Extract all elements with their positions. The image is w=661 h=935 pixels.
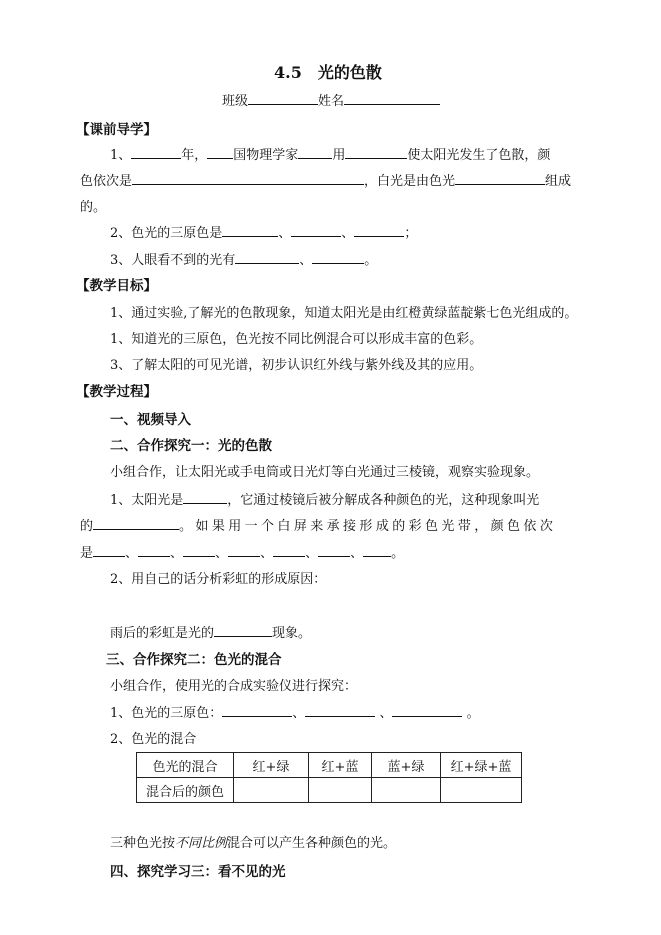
preview-q3 xyxy=(110,249,377,268)
goals-heading: 【教学目标】 xyxy=(76,278,157,294)
phenomenon-blank[interactable] xyxy=(93,516,179,530)
s3q1-end: 。 xyxy=(466,706,480,721)
goal-item-3: 3、了解太阳的可见光谱，初步认识红外线与紫外线及其的应用。 xyxy=(110,358,483,373)
q2-text: 2、色光的三原色是 xyxy=(110,226,223,241)
class-name-line xyxy=(222,90,440,109)
country-blank[interactable] xyxy=(207,145,233,159)
year-blank[interactable] xyxy=(131,145,181,159)
q2-sep: 、 xyxy=(278,226,292,241)
step-4-heading: 四、探究学习三：看不见的光 xyxy=(110,864,286,880)
rainbow-line xyxy=(110,622,311,641)
q1-text-5: 使太阳光发生了色散，颜 xyxy=(407,148,551,163)
primary-blank-a[interactable] xyxy=(222,703,292,717)
table-cell: 红+蓝 xyxy=(309,753,372,778)
goal-item-1: 1、通过实验,了解光的色散现象，知道太阳光是由红橙黄绿蓝靛紫七色光组成的。 xyxy=(110,306,578,321)
q3-end: 。 xyxy=(364,253,378,268)
table-row xyxy=(137,753,522,778)
class-blank[interactable] xyxy=(248,91,318,105)
preview-q1-line2 xyxy=(80,170,571,189)
table-cell-input[interactable] xyxy=(309,778,372,803)
table-cell: 混合后的颜色 xyxy=(137,778,234,803)
step-1-heading: 一、视频导入 xyxy=(110,412,191,428)
s2q1-text-4: 。如果用一个白屏来承接形成的彩色光带，颜色依次 xyxy=(179,519,557,534)
component-blank[interactable] xyxy=(455,171,545,185)
preview-q1-line3: 的。 xyxy=(80,200,107,215)
spectrum-blank-2[interactable] xyxy=(138,543,170,557)
s3q1-sep: 、 xyxy=(379,706,393,721)
primary-blank-c[interactable] xyxy=(392,703,462,717)
spectrum-blank-3[interactable] xyxy=(183,543,215,557)
q1-text-7: ，白光是由色光 xyxy=(364,174,456,189)
q1-text-3: 国物理学家 xyxy=(233,148,299,163)
process-heading: 【教学过程】 xyxy=(76,384,157,400)
invisible-light-blank-2[interactable] xyxy=(312,250,364,264)
tool-blank[interactable] xyxy=(345,145,407,159)
physicist-blank[interactable] xyxy=(298,145,332,159)
preview-q1-line1 xyxy=(110,144,550,163)
s2q1-text-2: ，它通过棱镜后被分解成各种颜色的光，这种现象叫光 xyxy=(227,493,540,508)
table-cell: 红+绿 xyxy=(234,753,309,778)
q1-text-6: 色依次是 xyxy=(80,174,133,189)
primary-color-blank-2[interactable] xyxy=(291,223,341,237)
table-cell: 蓝+绿 xyxy=(372,753,441,778)
q3-sep: 、 xyxy=(299,253,313,268)
step-2-q1-line3: 是 、 、 、 、 、 、 。 xyxy=(80,542,404,561)
table-cell: 红+绿+蓝 xyxy=(441,753,522,778)
preview-heading: 【课前导学】 xyxy=(76,122,157,138)
step-2-heading: 二、合作探究一：光的色散 xyxy=(110,438,272,454)
primary-color-blank-1[interactable] xyxy=(222,223,278,237)
s2q1-text-5: 是 xyxy=(80,546,94,561)
primary-blank-b[interactable] xyxy=(305,703,375,717)
goal-item-2: 1、知道光的三原色，色光按不同比例混合可以形成丰富的色彩。 xyxy=(110,332,483,347)
table-cell-input[interactable] xyxy=(372,778,441,803)
s3q1-sep: 、 xyxy=(292,706,306,721)
rainbow-blank[interactable] xyxy=(214,623,272,637)
step-3-heading: 三、合作探究二：色光的混合 xyxy=(106,652,282,668)
color-order-blank[interactable] xyxy=(132,171,364,185)
spectrum-blank-6[interactable] xyxy=(318,543,350,557)
table-row xyxy=(137,778,522,803)
sunlight-type-blank[interactable] xyxy=(183,490,227,504)
primary-color-blank-3[interactable] xyxy=(354,223,404,237)
q2-sep: 、 xyxy=(341,226,355,241)
step-3-q1 xyxy=(110,702,480,721)
spectrum-blank-1[interactable] xyxy=(93,543,125,557)
spectrum-blank-5[interactable] xyxy=(273,543,305,557)
s2q1-text-3: 的 xyxy=(80,519,94,534)
spectrum-blank-7[interactable] xyxy=(363,543,391,557)
q1-text-2: 年， xyxy=(181,148,208,163)
q1-text-1: 1、 xyxy=(110,148,132,163)
q3-text: 3、人眼看不到的光有 xyxy=(110,253,236,268)
spectrum-blank-4[interactable] xyxy=(228,543,260,557)
s3q1-text: 1、色光的三原色： xyxy=(110,706,223,721)
mix-note-2: 不同比例 xyxy=(175,836,228,851)
name-blank[interactable] xyxy=(344,91,440,105)
color-mix-table xyxy=(136,752,522,803)
step-2-q1-line2 xyxy=(80,515,556,534)
step-2-q1-line1 xyxy=(110,489,539,508)
q2-end: ； xyxy=(404,226,418,241)
q1-text-8: 组成 xyxy=(545,174,572,189)
preview-q2 xyxy=(110,222,417,241)
rainbow-text-2: 现象。 xyxy=(272,626,312,641)
invisible-light-blank-1[interactable] xyxy=(235,250,299,264)
step-2-intro: 小组合作，让太阳光或手电筒或日光灯等白光通过三棱镜，观察实验现象。 xyxy=(110,465,540,480)
class-label: 班级 xyxy=(222,94,249,109)
mix-note-3: 混合可以产生各种颜色的光。 xyxy=(227,836,397,851)
name-label: 姓名 xyxy=(318,94,345,109)
step-3-q2: 2、色光的混合 xyxy=(110,732,197,747)
mix-note-1: 三种色光按 xyxy=(110,836,176,851)
table-cell: 色光的混合 xyxy=(137,753,234,778)
mix-note xyxy=(110,832,396,851)
table-cell-input[interactable] xyxy=(234,778,309,803)
table-cell-input[interactable] xyxy=(441,778,522,803)
step-3-intro: 小组合作，使用光的合成实验仪进行探究： xyxy=(110,679,358,694)
q1-text-4: 用 xyxy=(332,148,346,163)
page-title: 4.5 光的色散 xyxy=(274,63,382,82)
rainbow-text-1: 雨后的彩虹是光的 xyxy=(110,626,215,641)
s2q1-text-1: 1、太阳光是 xyxy=(110,493,184,508)
step-2-q2: 2、用自己的话分析彩虹的形成原因： xyxy=(110,572,327,587)
